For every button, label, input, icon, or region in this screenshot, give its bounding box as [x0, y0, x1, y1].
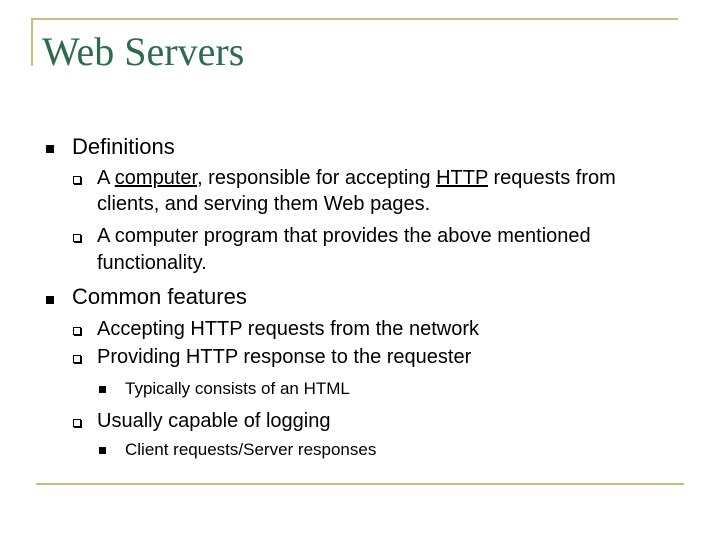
square-bullet-icon	[46, 296, 54, 304]
hollow-square-bullet-icon	[73, 176, 81, 184]
frame-bottom-rule	[36, 483, 684, 485]
feature-3: Usually capable of logging	[97, 410, 331, 432]
hollow-square-bullet-icon	[73, 419, 81, 427]
http-link[interactable]: HTTP	[436, 167, 488, 189]
slide-title: Web Servers	[42, 29, 245, 74]
computer-link[interactable]: computer	[114, 167, 198, 189]
section-heading-common-features: Common features	[72, 284, 247, 309]
hollow-square-bullet-icon	[73, 234, 81, 242]
feature-2-sub-1: Typically consists of an HTML	[125, 379, 350, 398]
feature-1: Accepting HTTP requests from the network	[97, 318, 480, 340]
square-bullet-icon	[99, 386, 106, 393]
definition-1-line-2: clients, and serving them Web pages.	[97, 193, 431, 215]
square-bullet-icon	[99, 447, 106, 454]
definition-2-line-2: functionality.	[97, 252, 207, 274]
hollow-square-bullet-icon	[73, 355, 81, 363]
feature-3-sub-1: Client requests/Server responses	[125, 440, 377, 459]
feature-2: Providing HTTP response to the requester	[97, 346, 472, 368]
definition-2-line-1: A computer program that provides the above mentioned	[97, 225, 591, 247]
frame-left-rule	[31, 18, 33, 66]
section-heading-definitions: Definitions	[72, 134, 175, 159]
frame-top-rule	[32, 18, 678, 20]
square-bullet-icon	[46, 145, 54, 153]
definition-1-line-1: A computer, responsible for accepting HTTP requests from	[97, 167, 616, 189]
hollow-square-bullet-icon	[73, 327, 81, 335]
